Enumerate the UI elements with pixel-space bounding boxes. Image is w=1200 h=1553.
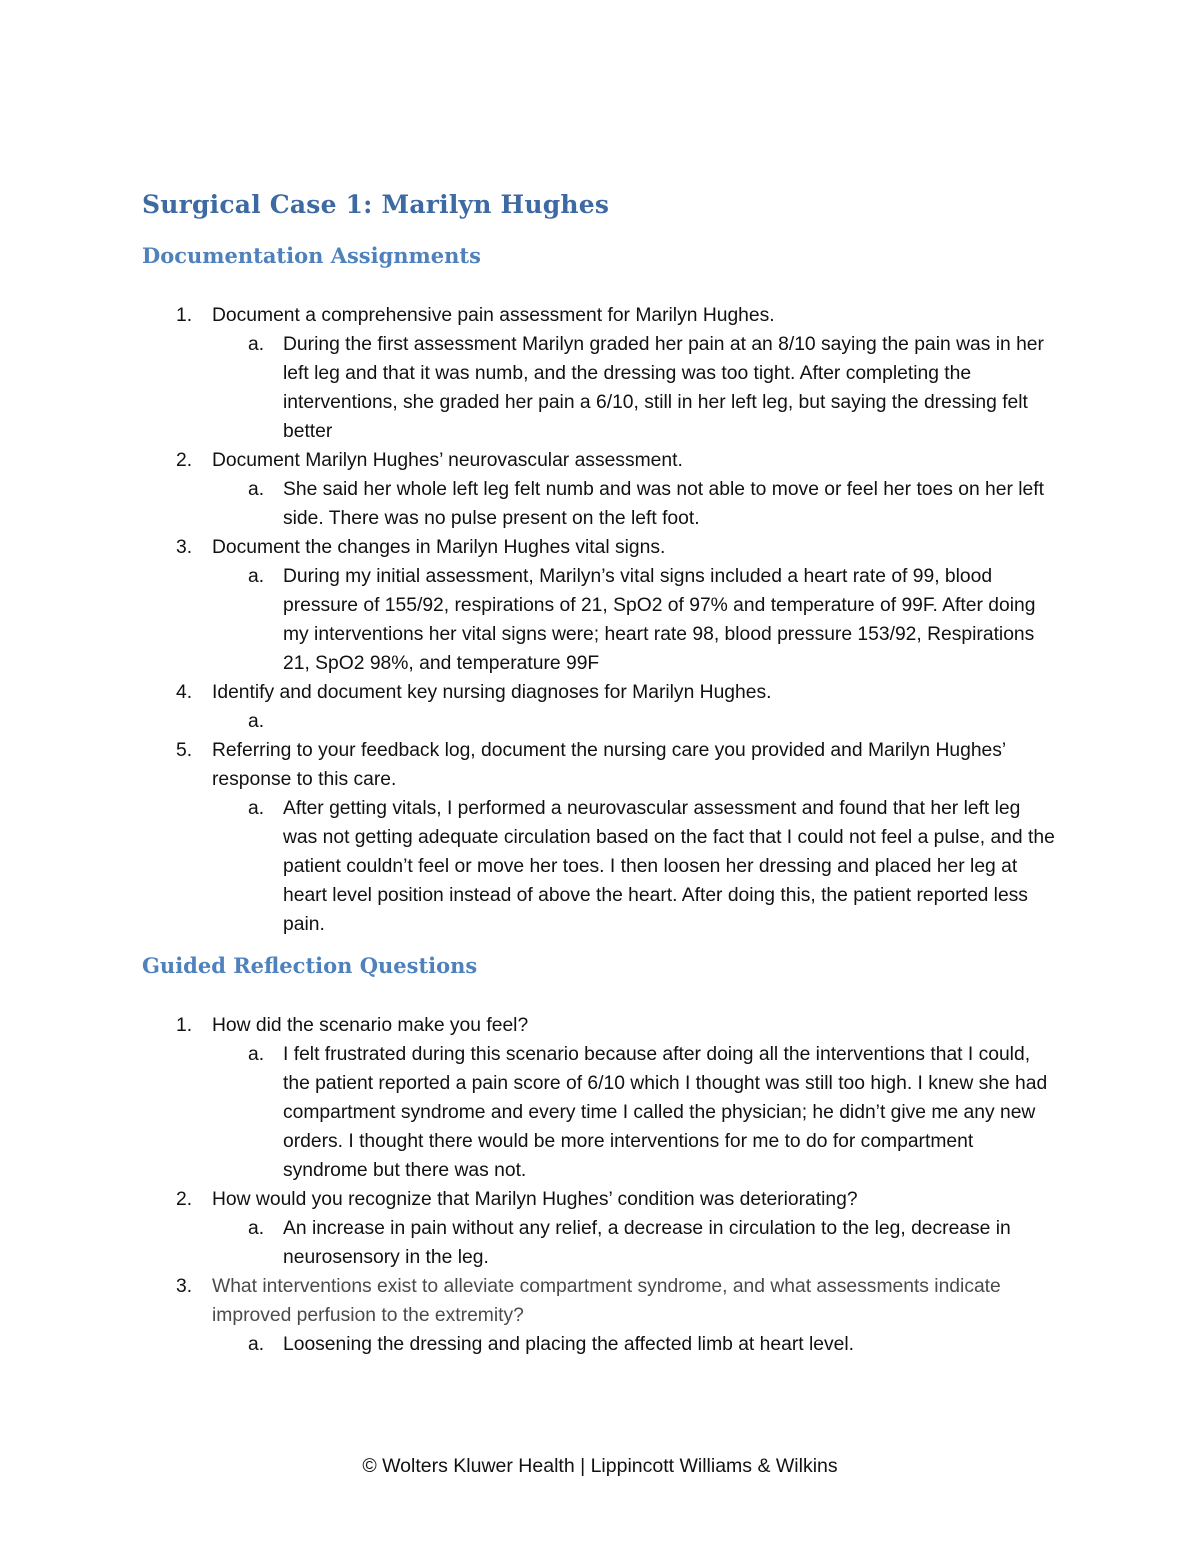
copyright-footer: © Wolters Kluwer Health | Lippincott Williams & Wilkins: [362, 1455, 838, 1477]
sub-item: [0, 475, 1200, 533]
sub-item: [0, 794, 1200, 939]
list-item: [0, 1011, 1200, 1185]
sub-item-text: I felt frustrated during this scenario because after doing all the interventions that I could, the patient reported a pain score of 6/10 which I thought was still too high. I knew she had compartment syndrome and every time I called the physician; he didn’t give me any new orders. I thought there would be more interventions for me to do for compartment syndrome but there was not.: [283, 1044, 1048, 1181]
item-number: 1.: [176, 305, 193, 326]
sub-item: [0, 1040, 1200, 1185]
reflection-list: [0, 1011, 1200, 1359]
item-number: 3.: [176, 537, 193, 558]
list-item: [0, 678, 1200, 736]
sub-item-text: During the first assessment Marilyn graded her pain at an 8/10 saying the pain was in her left leg and that it was numb, and the dressing was too tight. After completing the interventions, she graded her pain a 6/10, still in her left leg, but saying the dressing felt better: [283, 334, 1044, 442]
section-heading-documentation: Documentation Assignments: [142, 243, 481, 268]
sub-item-letter: a.: [248, 566, 265, 587]
sub-item-letter: a.: [248, 1044, 265, 1065]
item-text: Document Marilyn Hughes’ neurovascular assessment.: [212, 450, 683, 471]
item-text: What interventions exist to alleviate compartment syndrome, and what assessments indicate improved perfusion to the extremity?: [212, 1276, 1001, 1326]
list-item: [0, 736, 1200, 939]
item-text: How did the scenario make you feel?: [212, 1015, 529, 1036]
sub-item: [0, 330, 1200, 446]
list-item: [0, 446, 1200, 533]
item-text: Document the changes in Marilyn Hughes vital signs.: [212, 537, 666, 558]
documentation-list: [0, 301, 1200, 939]
sub-item-letter: a.: [248, 479, 265, 500]
list-item: [0, 1185, 1200, 1272]
item-number: 5.: [176, 740, 193, 761]
sub-item: [0, 1214, 1200, 1272]
item-text: Identify and document key nursing diagnoses for Marilyn Hughes.: [212, 682, 772, 703]
sub-item-text: An increase in pain without any relief, a decrease in circulation to the leg, decrease in neurosensory in the leg.: [283, 1218, 1011, 1268]
sub-item: [0, 707, 1200, 736]
sub-item-text: After getting vitals, I performed a neurovascular assessment and found that her left leg was not getting adequate circulation based on the fact that I could not feel a pulse, and the patient couldn’t feel or move her toes. I then loosen her dressing and placed her leg at heart level position instead of above the heart. After doing this, the patient reported less pain.: [283, 798, 1055, 935]
sub-item-text: During my initial assessment, Marilyn’s vital signs included a heart rate of 99, blood pressure of 155/92, respirations of 21, SpO2 of 97% and temperature of 99F. After doing my interventions her vital signs were; heart rate 98, blood pressure 153/92, Respirations 21, SpO2 98%, and temperature 99F: [283, 566, 1036, 674]
sub-item: [0, 562, 1200, 678]
list-item: [0, 301, 1200, 446]
sub-item-letter: a.: [248, 1334, 265, 1355]
sub-item: [0, 1330, 1200, 1359]
item-text: Document a comprehensive pain assessment for Marilyn Hughes.: [212, 305, 775, 326]
item-number: 1.: [176, 1015, 193, 1036]
item-number: 2.: [176, 450, 193, 471]
sub-item-letter: a.: [248, 334, 265, 355]
sub-item-letter: a.: [248, 711, 265, 732]
section-heading-reflection: Guided Reflection Questions: [142, 953, 478, 978]
item-number: 3.: [176, 1276, 193, 1297]
list-item: [0, 533, 1200, 678]
page-title: Surgical Case 1: Marilyn Hughes: [142, 190, 610, 219]
sub-item-text: Loosening the dressing and placing the affected limb at heart level.: [283, 1334, 854, 1355]
sub-item-text: [283, 707, 1058, 736]
item-text: How would you recognize that Marilyn Hughes’ condition was deteriorating?: [212, 1189, 858, 1210]
list-item: [0, 1272, 1200, 1359]
sub-item-text: She said her whole left leg felt numb and was not able to move or feel her toes on her left side. There was no pulse present on the left foot.: [283, 479, 1044, 529]
item-number: 4.: [176, 682, 193, 703]
item-number: 2.: [176, 1189, 193, 1210]
sub-item-letter: a.: [248, 1218, 265, 1239]
item-text: Referring to your feedback log, document the nursing care you provided and Marilyn Hughes’ response to this care.: [212, 740, 1006, 790]
sub-item-letter: a.: [248, 798, 265, 819]
